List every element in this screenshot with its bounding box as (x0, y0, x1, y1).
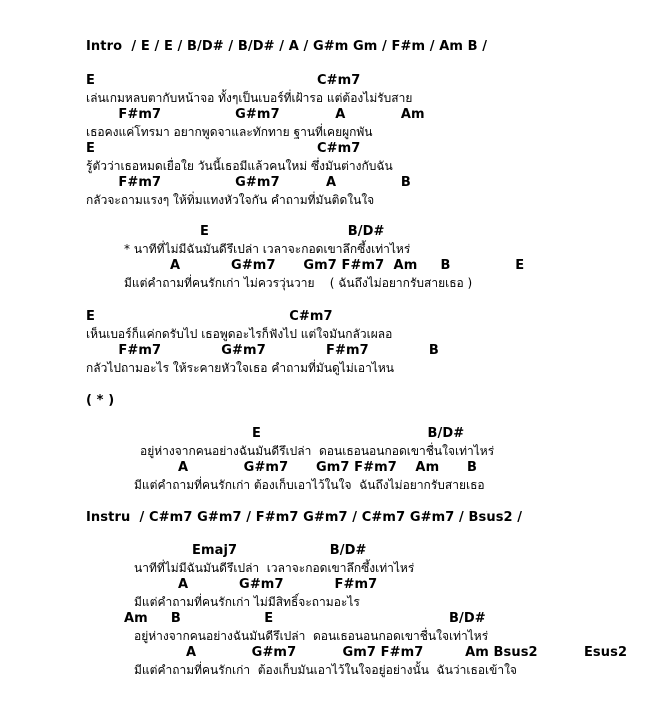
chord-line: A G#m7 Gm7 F#m7 Am Bsus2 Esus2 (186, 645, 628, 660)
repeat-marker: ( * ) (86, 393, 115, 408)
chord-line: F#m7 G#m7 A Am (86, 107, 425, 122)
lyric-line: เห็นเบอร์ก็แค่กดรับไป เธอพูดอะไรก็ฟังไป แต่ใจมันกลัวเผลอ (86, 327, 393, 341)
chord-line: A G#m7 F#m7 (178, 577, 378, 592)
chord-line: F#m7 G#m7 F#m7 B (86, 343, 439, 358)
chord-line: E B/D# (252, 426, 465, 441)
chorus-lyric-line: * นาทีที่ไม่มีฉันมันดีรึเปล่า เวลาจะกอดเขาลึกซึ้งเท่าไหร่ (124, 242, 411, 256)
lyric-line: รู้ตัวว่าเธอหมดเยื่อใย วันนี้เธอมีแล้วคนใหม่ ซึ่งมันต่างกับฉัน (86, 159, 393, 173)
lyric-line: กลัวจะถามแรงๆ ให้ทิ่มแทงหัวใจกัน คำถามที่มันติดในใจ (86, 193, 375, 207)
lyric-line: เธอคงแค่โทรมา อยากพูดจาและทักทาย ฐานที่เคยผูกพัน (86, 125, 373, 139)
chord-line: F#m7 G#m7 A B (86, 175, 411, 190)
chord-line: E C#m7 (86, 141, 361, 156)
chord-line: Am B E B/D# (124, 611, 486, 626)
chorus-chord-line: E B/D# (200, 224, 385, 239)
lyric-line: อยู่ห่างจากคนอย่างฉันมันดีรึเปล่า ดอนเธอนอนกอดเขาชื่นใจเท่าไหร่ (140, 444, 495, 458)
chord-line: E C#m7 (86, 309, 333, 324)
lyric-line: มีแต่คำถามที่คนรักเก่า ต้องเก็บมันเอาไว้ในใจอยู่อย่างนั้น ฉันว่าเธอเข้าใจ (134, 663, 517, 677)
lyric-line: กลัวไปถามอะไร ให้ระคายหัวใจเธอ คำถามที่มันดูไม่เอาไหน (86, 361, 394, 375)
lyric-line: มีแต่คำถามที่คนรักเก่า ต้องเก็บเอาไว้ในใจ ฉันถึงไม่อยากรับสายเธอ (134, 478, 485, 492)
chorus-chord-line: A G#m7 Gm7 F#m7 Am B E (170, 258, 525, 273)
intro-line: Intro / E / E / B/D# / B/D# / A / G#m Gm / F#m / Am B / (86, 39, 488, 54)
lyric-line: เล่นเกมหลบตากับหน้าจอ ทั้งๆเป็นเบอร์ที่เฝ้ารอ แต่ต้องไม่รับสาย (86, 91, 413, 105)
chorus-lyric-line: มีแต่คำถามที่คนรักเก่า ไม่ควรวุ่นวาย ( ฉันถึงไม่อยากรับสายเธอ ) (124, 276, 473, 290)
lyric-line: มีแต่คำถามที่คนรักเก่า ไม่มีสิทธิ์จะถามอะไร (134, 595, 360, 609)
chord-line: Emaj7 B/D# (192, 543, 367, 558)
chord-line: E C#m7 (86, 73, 361, 88)
lyric-line: นาทีที่ไม่มีฉันมันดีรึเปล่า เวลาจะกอดเขาลึกซึ้งเท่าไหร่ (134, 561, 415, 575)
instru-line: Instru / C#m7 G#m7 / F#m7 G#m7 / C#m7 G#m7 / Bsus2 / (86, 510, 523, 525)
lyric-line: อยู่ห่างจากคนอย่างฉันมันดีรึเปล่า ดอนเธอนอนกอดเขาชื่นใจเท่าไหร่ (134, 629, 489, 643)
chord-line: A G#m7 Gm7 F#m7 Am B (178, 460, 478, 475)
